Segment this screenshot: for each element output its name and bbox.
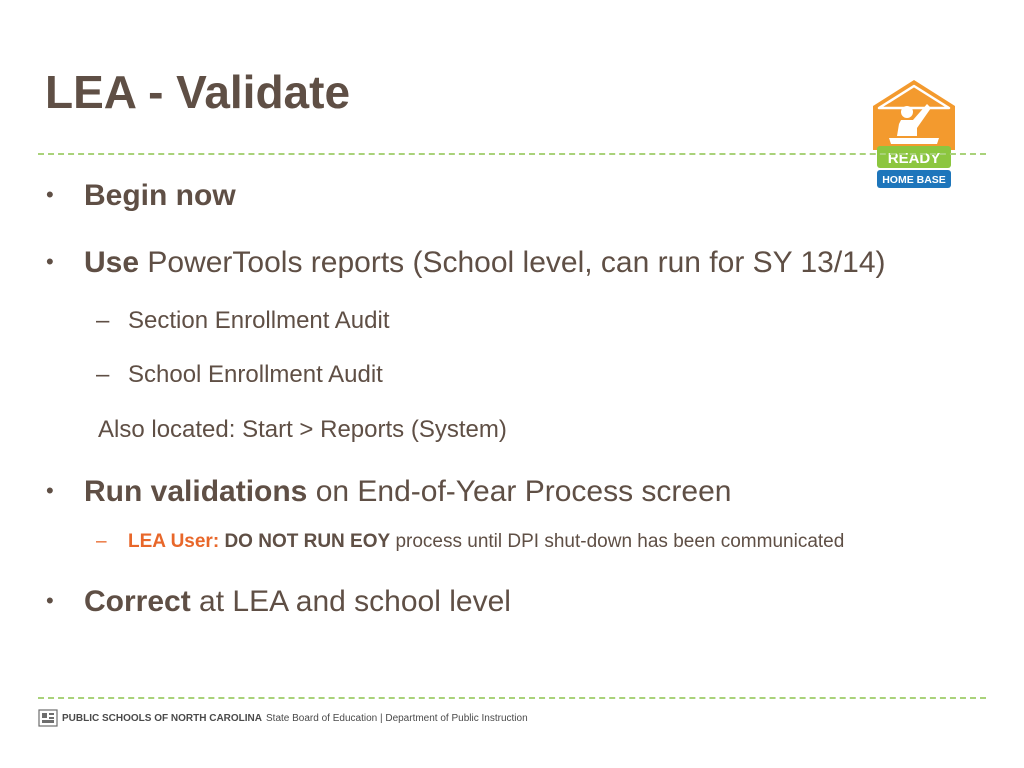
bullet-correct [46, 584, 511, 620]
bottom-divider [38, 697, 986, 699]
bullet-bold: Begin now [84, 179, 236, 212]
do-not-run-eoy: DO NOT RUN EOY [224, 531, 391, 552]
bullet-text: PowerTools reports (School level, can run for SY 13/14) [139, 246, 886, 279]
bullet-text: on End-of-Year Process screen [307, 475, 732, 508]
bullet-text: at LEA and school level [190, 585, 511, 618]
sub-dash: – [96, 531, 107, 552]
logo-home-base-text: HOME BASE [882, 174, 946, 186]
subitem-school-enrollment-audit [96, 361, 383, 390]
bullet-begin-now [46, 178, 236, 214]
top-divider [38, 153, 986, 155]
slide-title: LEA - Validate [45, 66, 351, 118]
bullet-bold: Run validations [84, 475, 308, 508]
subitem-lea-user-warning [96, 531, 844, 554]
footer-org: PUBLIC SCHOOLS OF NORTH CAROLINA [62, 712, 262, 724]
process-rest-text: process until DPI shut-down has been communicated [390, 531, 845, 552]
bullet-dot: • [46, 588, 54, 613]
footer [38, 707, 528, 729]
bullet-bold: Correct [84, 585, 191, 618]
sub-dash: – [96, 307, 110, 334]
logo-ready-text: READY [887, 150, 941, 167]
footer-subtitle: State Board of Education | Department of Public Instruction [266, 712, 528, 724]
bullet-dot: • [46, 182, 54, 207]
bullet-dot: • [46, 478, 54, 503]
bullet-use-powertools [46, 245, 886, 281]
lea-user-label: LEA User: [128, 531, 220, 552]
subitem-section-enrollment-audit [96, 307, 389, 336]
bullet-run-validations [46, 474, 731, 510]
ready-home-base-logo [871, 78, 957, 190]
subitem-text: Section Enrollment Audit [128, 307, 390, 334]
bullet-bold: Use [84, 246, 140, 279]
bullet-dot: • [46, 249, 54, 274]
subitem-text: School Enrollment Audit [128, 361, 383, 388]
sub-dash: – [96, 361, 110, 388]
also-located-note: Also located: Start > Reports (System) [98, 416, 507, 443]
nc-seal-icon [38, 708, 58, 728]
